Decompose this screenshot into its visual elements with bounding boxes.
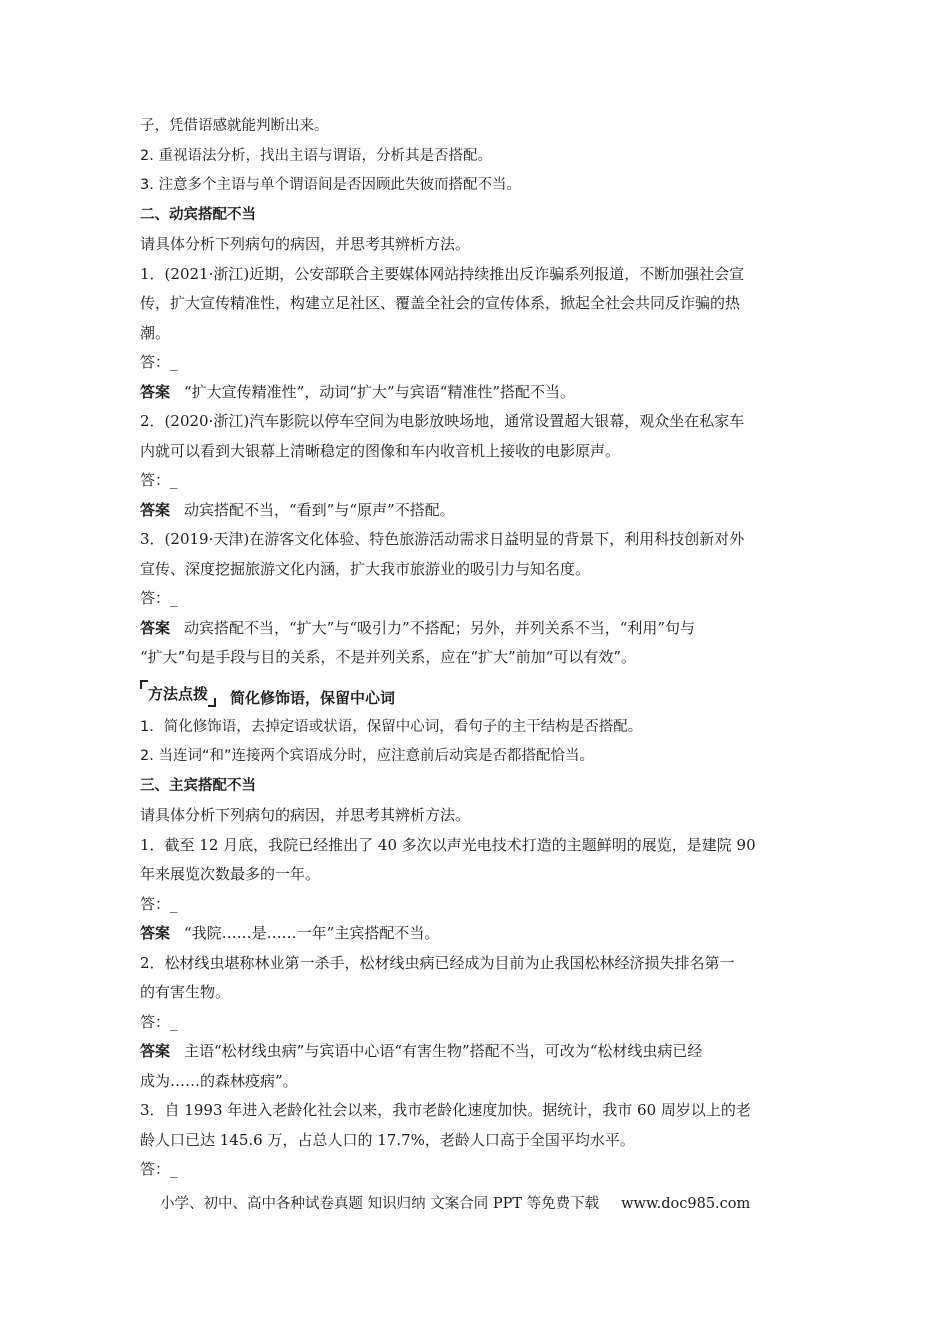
answer-label: 答案: [140, 500, 171, 519]
method-tag: 方法点拨: [140, 682, 216, 705]
method-title: 简化修饰语，保留中心词: [230, 689, 396, 707]
s3-q2-line-2: 的有害生物。: [140, 983, 231, 1001]
method-point-1: 1．简化修饰语，去掉定语或状语，保留中心词，看句子的主干结构是否搭配。: [140, 718, 643, 735]
answer-label: 答案: [140, 618, 171, 637]
section2-heading: 二、动宾搭配不当: [140, 206, 256, 223]
s3-q1-answer: [140, 919, 812, 949]
section3-heading: 三、主宾搭配不当: [140, 777, 256, 794]
answer-text: 主语“松材线虫病”与宾语中心语“有害生物”搭配不当，可改为“松材线虫病已经: [184, 1042, 703, 1060]
s3-q1-line-2: 年来展览次数最多的一年。: [140, 865, 321, 883]
s3-q3-line-2: 龄人口已达 145.6 万，占总人口的 17.7%，老龄人口高于全国平均水平。: [140, 1130, 635, 1149]
s2-q2-line-2: 内就可以看到大银幕上清晰稳定的图像和车内收音机上接收的电影原声。: [140, 441, 621, 460]
s3-q2-answer-2: 成为……的森林疫病”。: [140, 1071, 298, 1090]
answer-label: 答案: [140, 1042, 171, 1060]
s3-q1-line-1: 1．截至 12 月底，我院已经推出了 40 多次以声光电技术打造的主题鲜明的展览，是建院 90: [140, 835, 756, 854]
s3-q3-answer-blank: 答：_: [140, 1160, 178, 1178]
answer-text: 动宾搭配不当，“扩大”与“吸引力”不搭配；另外，并列关系不当，“利用”句与: [184, 618, 696, 637]
method-tip-header: [140, 675, 812, 713]
s2-q3-answer-1: [140, 614, 812, 644]
s2-q2-answer: [140, 496, 812, 526]
s2-q1-line-3: 潮。: [140, 323, 171, 342]
s2-q3-line-1: 3．(2019·天津)在游客文化体验、特色旅游活动需求日益明显的背景下，利用科技创新对外: [140, 530, 745, 548]
s2-q3-answer-2: “扩大”句是手段与目的关系，不是并列关系，应在“扩大”前加“可以有效”。: [140, 648, 637, 666]
s3-q1-answer-blank: 答：_: [140, 894, 178, 913]
intro-line-2: 2. 重视语法分析，找出主语与谓语，分析其是否搭配。: [140, 147, 492, 164]
intro-line-1: 子，凭借语感就能判断出来。: [140, 118, 329, 134]
s2-q1-answer-blank: 答：_: [140, 353, 178, 371]
s3-q2-answer-1: [140, 1037, 812, 1067]
s2-q1-line-2: 传，扩大宣传精准性，构建立足社区、覆盖全社会的宣传体系，掀起全社会共同反诈骗的热: [140, 294, 741, 312]
page-footer: [160, 1192, 750, 1213]
s3-q2-answer-blank: 答：_: [140, 1012, 178, 1031]
answer-label: 答案: [140, 382, 171, 401]
s2-q2-line-1: 2．(2020·浙江)汽车影院以停车空间为电影放映场地，通常设置超大银幕，观众坐在私家车: [140, 412, 745, 430]
section3-instruction: 请具体分析下列病句的病因，并思考其辨析方法。: [140, 806, 471, 824]
footer-text: 小学、初中、高中各种试卷真题 知识归纳 文案合同 PPT 等免费下载: [160, 1196, 600, 1212]
section2-instruction: 请具体分析下列病句的病因，并思考其辨析方法。: [140, 235, 471, 253]
s2-q3-line-2: 宣传、深度挖掘旅游文化内涵，扩大我市旅游业的吸引力与知名度。: [140, 559, 591, 578]
answer-text: “扩大宣传精准性”，动词“扩大”与宾语“精准性”搭配不当。: [184, 382, 576, 401]
footer-site-link[interactable]: www.doc985.com: [621, 1196, 751, 1212]
answer-text: “我院……是……一年”主宾搭配不当。: [184, 924, 440, 942]
s2-q1-line-1: 1．(2021·浙江)近期，公安部联合主要媒体网站持续推出反诈骗系列报道，不断加强社会宣: [140, 264, 745, 283]
intro-line-3: 3. 注意多个主语与单个谓语间是否因顾此失彼而搭配不当。: [140, 177, 521, 193]
answer-text: 动宾搭配不当，“看到”与“原声”不搭配。: [184, 500, 455, 519]
method-point-2: 2. 当连词“和”连接两个宾语成分时，应注意前后动宾是否都搭配恰当。: [140, 748, 594, 764]
s3-q2-line-1: 2．松材线虫堪称林业第一杀手，松材线虫病已经成为目前为止我国松林经济损失排名第一: [140, 953, 735, 972]
s2-q2-answer-blank: 答：_: [140, 471, 178, 489]
document-body: [140, 112, 812, 1185]
s2-q3-answer-blank: 答：_: [140, 589, 178, 607]
s2-q1-answer: [140, 378, 812, 408]
answer-label: 答案: [140, 924, 171, 942]
s3-q3-line-1: 3．自 1993 年进入老龄化社会以来，我市老龄化速度加快。据统计，我市 60 周岁以上的老: [140, 1101, 751, 1119]
